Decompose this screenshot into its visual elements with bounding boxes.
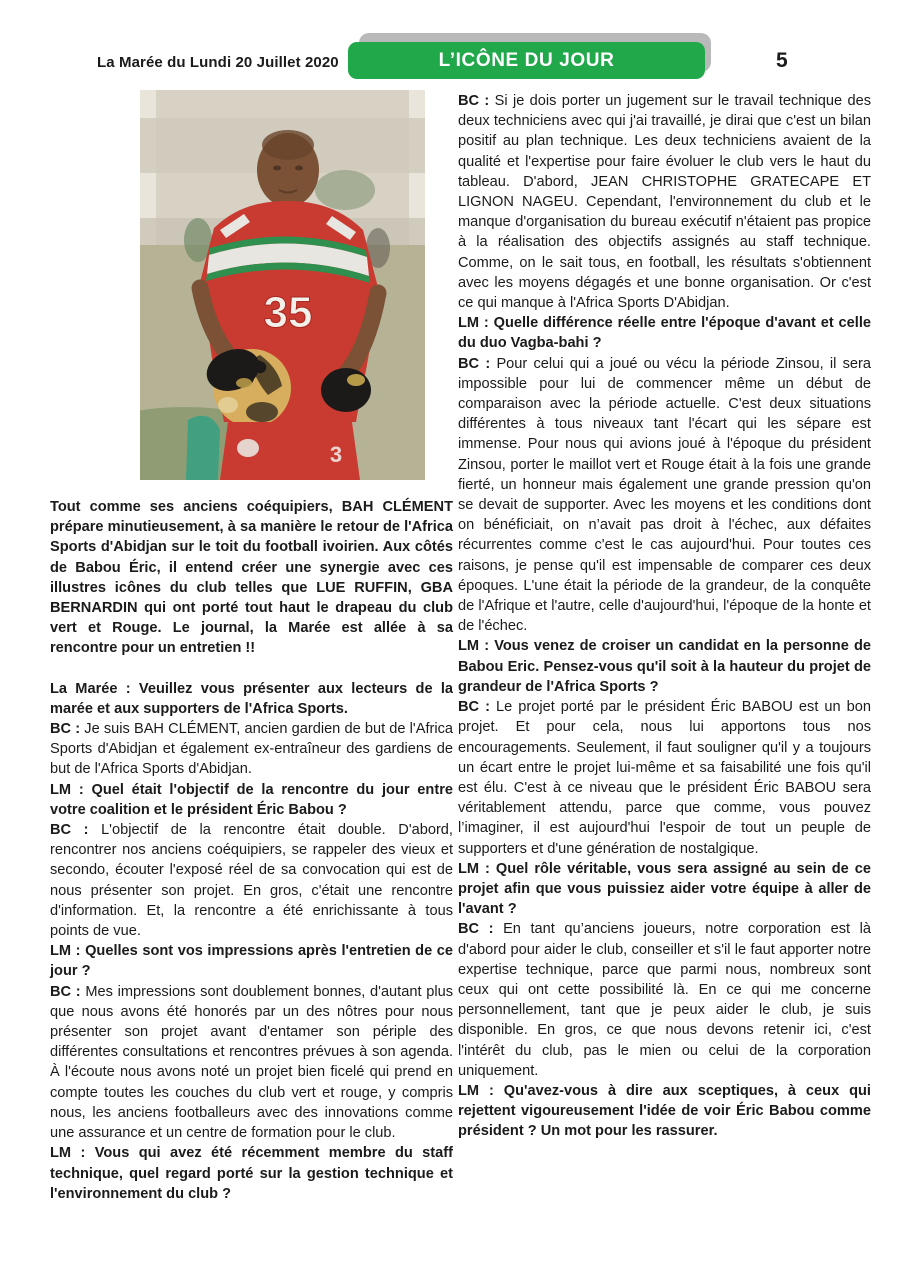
interview-paragraph: [458, 919, 871, 1081]
interview-paragraph: [458, 1081, 871, 1142]
jersey-number: 35: [263, 288, 313, 337]
article-intro: Tout comme ses anciens coéquipiers, BAH CLÉMENT prépare minutieusement, à sa manière le retour de l'Africa Sports d'Abidjan sur le toit du football ivoirien. Aux côtés de Babou Éric, il entend créer une synergie avec ces illustres icônes du club telles que LUE RUFFIN, GBA BERNARDIN qui ont porté tout haut le drapeau du club vert et Rouge. Le journal, la Marée est allée à sa rencontre pour un entretien !!: [50, 499, 453, 657]
right-column: [458, 91, 871, 1142]
interview-paragraph: [50, 1143, 453, 1204]
page-number: 5: [776, 49, 788, 72]
interview-paragraph: [50, 941, 453, 981]
speaker-prefix: LM :: [458, 1082, 494, 1099]
paragraph-text: Quel était l'objectif de la rencontre du jour entre votre coalition et le président Éric Babou ?: [50, 781, 453, 818]
paragraph-text: Mes impressions sont doublement bonnes, d'autant plus que nous avons été honorés par un des nôtres pour nous présenter son projet avant d'entamer son périple des différentes consultations et rencontres prévues à son agenda. À l'écoute nous avons noté un projet bien ficelé qui prend en compte toutes les couches du club vert et rouge, y compris nous, les anciens footballeurs avec des innovations comme une assurance et un centre de formation pour le club.: [50, 983, 453, 1142]
speaker-prefix: LM :: [458, 315, 489, 332]
background-teammate-shirt: [186, 416, 220, 480]
speaker-prefix: LM :: [458, 638, 490, 655]
speaker-prefix: LM :: [50, 781, 84, 798]
interview-paragraph: [50, 679, 453, 719]
svg-text:3: 3: [329, 442, 343, 467]
speaker-prefix: LM :: [50, 1145, 86, 1162]
speaker-prefix: BC :: [50, 721, 81, 738]
paragraph-text: Quel rôle véritable, vous sera assigné au sein de ce projet afin que vous puissiez aider votre équipe à aller de l'avant ?: [458, 860, 871, 918]
paragraph-text: Vous qui avez été récemment membre du staff technique, quel regard porté sur la gestion technique et l'environnement du club ?: [50, 1145, 453, 1202]
speaker-prefix: BC :: [50, 983, 81, 1000]
interview-paragraph: [458, 354, 871, 637]
interview-paragraph: [50, 719, 453, 780]
section-banner-label: L’ICÔNE DU JOUR: [438, 49, 615, 71]
article-photo: [140, 90, 425, 480]
paragraph-text: Vous venez de croiser un candidat en la personne de Babou Eric. Pensez-vous qu'il soit à la hauteur du projet de grandeur de l'Africa Sports ?: [458, 638, 871, 695]
speaker-prefix: BC :: [458, 699, 490, 716]
background-palm-tree: [315, 170, 375, 210]
edition-date: La Marée du Lundi 20 Juillet 2020: [97, 54, 339, 71]
paragraph-text: Le projet porté par le président Éric BABOU est un bon projet. Et pour cela, nous lui apportons tous nos encouragements. Seulement, il faut souligner qu'il y a toujours un écart entre le projet lui-même et sa faisabilité une fois qu'il est élu. C'est à ce niveau que le président Éric BABOU sera véritablement attendu, parce que comme, vous pouvez l’imaginer, il est aujourd'hui l'espoir de tout un peuple de supporters et d'une génération de nostalgique.: [458, 699, 871, 857]
paragraph-text: Je suis BAH CLÉMENT, ancien gardien de but de l'Africa Sports d'Abidjan et également ex-entraîneur des gardiens de but de l'Africa Sports d'Abidjan.: [50, 721, 454, 778]
speaker-prefix: BC :: [458, 93, 490, 109]
section-banner: [348, 42, 705, 79]
interview-paragraph: [458, 91, 871, 313]
interview-paragraph: [50, 982, 453, 1144]
interview-paragraph: [458, 859, 871, 920]
speaker-prefix: LM :: [50, 943, 81, 960]
speaker-prefix: LM :: [458, 860, 490, 877]
paragraph-text: Si je dois porter un jugement sur le travail technique des deux techniciens avec qui j'ai travaillé, je dirai que c'est un bilan positif au plan technique. Les deux techniciens avaient de la qualité et l'expertise pour faire évoluer le club vers le haut du tableau. D'abord, JEAN CHRISTOPHE GRATECAPE ET LIGNON NAGEU. Cependant, l'environnement du club et le manque d'organisation du bureau exécutif n'étaient pas propice à la réalisation des objectifs assignés au staff technique. Comme, on le sait tous, en football, les résultats s'obtiennent avec les moyens dégagés et une bonne organisation. Or c'est ce qui manque à l'Africa Sports D'Abidjan.: [458, 93, 871, 312]
interview-paragraph: [50, 820, 453, 941]
paragraph-text: Veuillez vous présenter aux lecteurs de la marée et aux supporters de l'Africa Sports.: [50, 680, 454, 717]
paragraph-text: En tant qu’anciens joueurs, notre corporation est là d'abord pour aider le club, conseiller et s'il le faut apporter notre expertise technique, parce que parmi nous, nombreux sont ceux qui ont cette possibilité là. En ce qui me concerne personnellement, tant que je peux aider le club, je suis disponible. En gros, ce que nous devons retenir ici, c'est l'intérêt du club, pas le mien ou celui de la corporation uniquement.: [458, 921, 871, 1079]
paragraph-text: Quelles sont vos impressions après l'entretien de ce jour ?: [50, 943, 453, 980]
speaker-prefix: BC :: [50, 822, 89, 839]
interview-paragraph: [458, 697, 871, 859]
paragraph-text: L'objectif de la rencontre était double. D'abord, rencontrer nos anciens coéquipiers, se rappeler des vieux et secondo, écouter l'exposé réel de sa convocation qui est de nous présenter son projet. En gros, c'était une rencontre d'information. Et, la rencontre a été enrichissante à tous points de vue.: [50, 822, 453, 940]
left-column: [50, 497, 453, 1204]
interview-right: [458, 91, 871, 1142]
paragraph-text: Quelle différence réelle entre l'époque d'avant et celle du duo Vagba-bahi ?: [458, 315, 871, 352]
goalkeeper-photo-illustration: [140, 90, 425, 480]
paragraph-text: Qu'avez-vous à dire aux sceptiques, à ceux qui rejettent vigoureusement l'idée de voir Éric Babou comme président ? Un mot pour les rassurer.: [458, 1082, 871, 1140]
interview-paragraph: [50, 780, 453, 820]
interview-paragraph: [458, 636, 871, 697]
speaker-prefix: BC :: [458, 921, 494, 938]
interview-paragraph: [458, 313, 871, 353]
speaker-prefix: La Marée :: [50, 680, 131, 697]
interview-left: [50, 679, 453, 1204]
paragraph-text: Pour celui qui a joué ou vécu la période Zinsou, il sera impossible pour lui de commencer même un début de comparaison avec la période actuelle. C'est deux situations différentes à tous niveaux tant l'écart qui les sépare est immense. Pour nous qui avions joué à l'époque du président Zinsou, porter le maillot vert et Rouge était à la fois une grande fierté, un honneur mais également une grande pression qu'on se devait de supporter. Avec les moyens et les conditions dont on bénéficiait, on n’avait pas droit à l'échec, aux défaites récurrentes comme c'est le cas aujourd'hui. Pour toutes ces raisons, je pense qu'il est impensable de comparer ces deux époques. L'une était la période de la grandeur, de la conquête de l'Afrique et l'autre, celle d'aujourd'hui, l'époque de la honte et de l'échec.: [458, 355, 871, 635]
shorts-badge: [237, 439, 259, 457]
speaker-prefix: BC :: [458, 355, 491, 372]
